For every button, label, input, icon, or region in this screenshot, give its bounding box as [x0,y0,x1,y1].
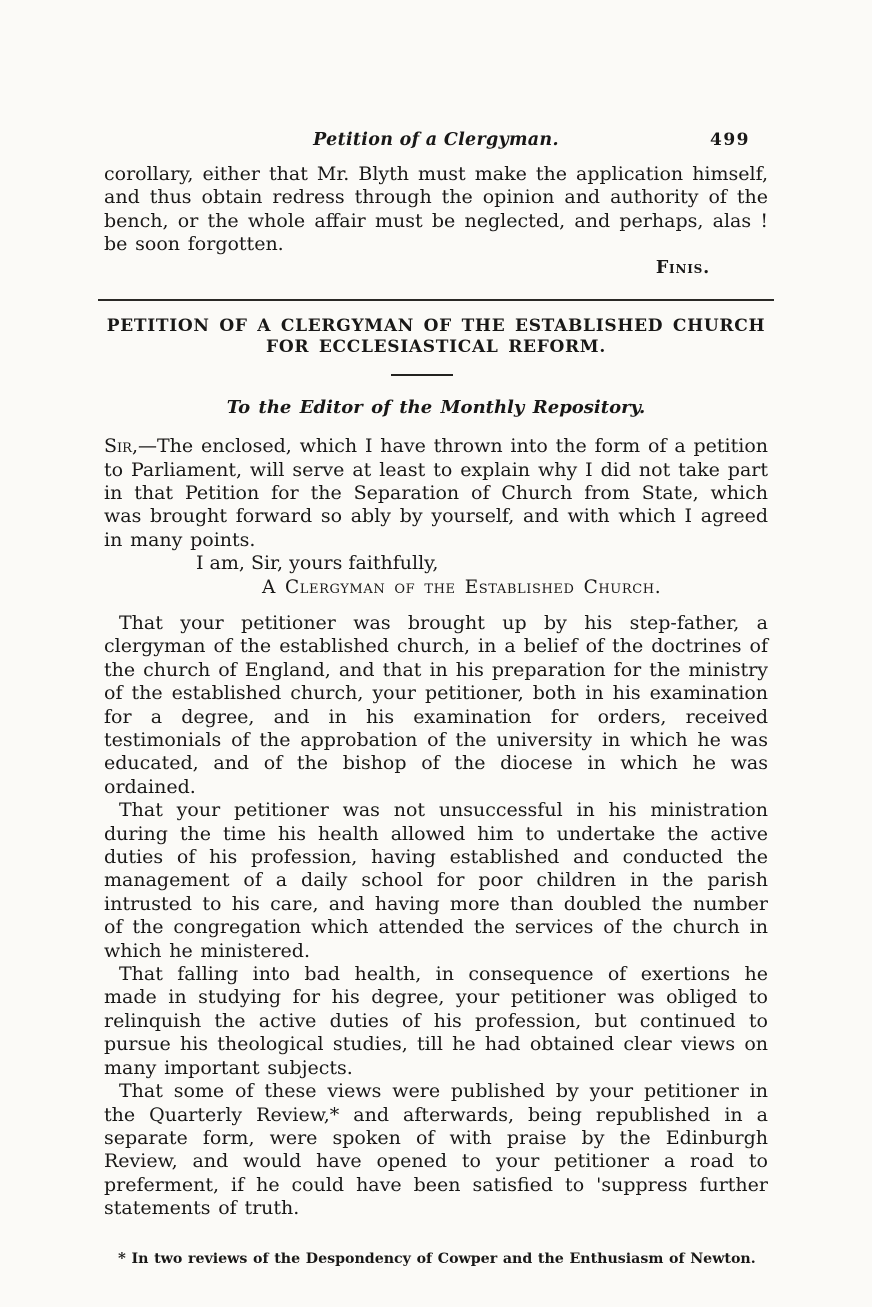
article-title-line2: FOR ECCLESIASTICAL REFORM. [266,337,606,358]
running-header [104,130,768,154]
text-column [104,130,768,1268]
petition-paragraph-1: That your petitioner was brought up by his step-father, a clergyman of the established church, in a belief of the doctrines of the church of England, and that in his preparation for the ministry of the established church, your petitioner, both in his examination for a degree, and in his examination for orders, received testimonials of the approbation of the university in which he was educated, and of the bishop of the diocese in which he was ordained. [104,611,768,798]
finis-line [104,258,768,282]
footnote-text: In two reviews of the Despondency of Cowper and the Enthusiasm of Newton. [131,1250,756,1267]
letter-opening-paragraph [104,435,768,552]
footnote-marker: * [118,1248,126,1267]
article-title-line1: PETITION OF A CLERGYMAN OF THE ESTABLISHED CHURCH [106,315,766,336]
letter-salutation: Sir, [104,435,138,458]
petition-paragraph-3: That falling into bad health, in consequence of exertions he made in studying for his degree, your petitioner was obliged to relinquish the active duties of his profession, but continued to pursue his theological studies, till he had obtained clear views on many important subjects. [104,963,768,1079]
editor-address-heading: To the Editor of the Monthly Repository. [226,397,646,419]
finis-label: Finis. [655,257,710,278]
section-divider-rule [98,299,774,301]
petition-paragraph-4: That some of these views were published by your petitioner in the Quarterly Review,* and afterwards, being republished in a separate form, were spoken of with praise by the Edinburgh Review, and would have opened to your petitioner a road to preferment, if he could have been satisfied to 'suppress further statements of truth. [104,1080,768,1220]
letter-signature: A Clergyman of the Established Church. [262,576,662,598]
footnote [104,1249,768,1268]
letter-valediction: I am, Sir, yours faithfully, [196,552,439,575]
letter-opening-text: —The enclosed, which I have thrown into the form of a petition to Parliament, will serve at least to explain why I did not take part in that Petition for the Separation of Church from State, which was brought forward so ably by yourself, and with which I agreed in many points. [104,435,768,551]
page-number: 499 [710,130,750,150]
petition-paragraph-2: That your petitioner was not unsuccessful in his ministration during the time his health allowed him to undertake the active duties of his profession, having established and conducted the management of a daily school for poor children in the parish intrusted to his care, and having more than doubled the number of the congregation which attended the services of the church in which he ministered. [104,799,768,962]
article-title [104,316,768,359]
continuation-paragraph: corollary, either that Mr. Blyth must make the application himself, and thus obtain redress through the opinion and authority of the bench, or the whole affair must be neglected, and perhaps, alas ! be soon forgotten. [104,163,768,256]
running-header-title: Petition of a Clergyman. [313,130,559,150]
short-divider-rule [391,374,453,377]
